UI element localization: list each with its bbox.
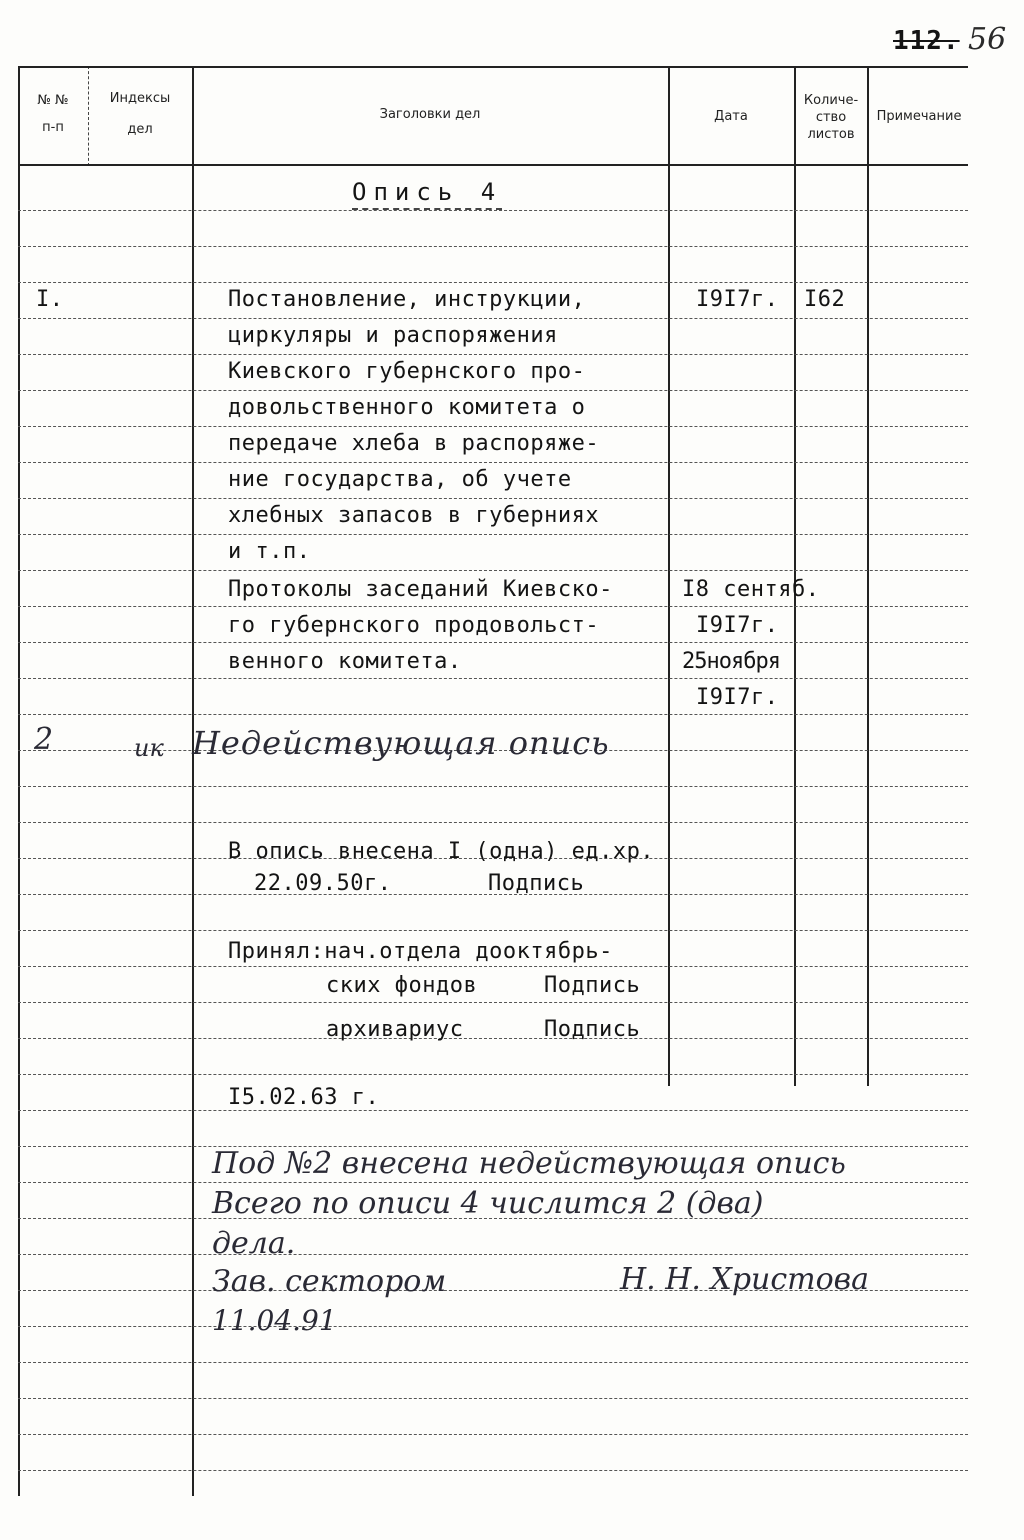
rule-line (18, 786, 968, 787)
record-1-number: I. (36, 287, 64, 312)
handwritten-record-2-text: Недействующая опись (192, 724, 610, 762)
date-line: 25ноября (682, 649, 780, 674)
record-1b-title (228, 572, 613, 680)
column-divider-title (668, 66, 670, 1086)
summary-line-1: В опись внесена I (одна) ед.хр. (228, 839, 655, 864)
header-col-sheets: Количе- ство листов (803, 93, 859, 142)
header-col-title: Заголовки дел (379, 107, 481, 122)
title-line: циркуляры и распоряжения (228, 323, 558, 348)
record-1-sheets: I62 (804, 287, 846, 312)
title-line: Киевского губернского про- (228, 359, 586, 384)
date-line: I9I7г. (696, 613, 779, 638)
rule-line (18, 1074, 968, 1075)
header-col-note: Примечание (876, 109, 962, 124)
title-line: го губернского продовольст- (228, 613, 600, 638)
record-1-title (228, 282, 599, 570)
archivist-label: архивариус (326, 1017, 464, 1042)
rule-line (18, 1110, 968, 1111)
column-divider-index (192, 66, 194, 1496)
rule-line (18, 1002, 968, 1003)
accepted-line-2: ских фондов (326, 973, 478, 998)
accepted-line-1: Принял:нач.отдела дооктябрь- (228, 939, 613, 964)
header-col-date: Дата (714, 109, 748, 124)
rule-line (18, 1182, 968, 1183)
column-divider-sheets (867, 66, 869, 1086)
summary-signature: Подпись (488, 871, 585, 896)
handwritten-note-line-1: Под №2 внесена недействующая опись (212, 1146, 846, 1181)
summary-date-2: I5.02.63 г. (228, 1085, 380, 1110)
accepted-signature-1: Подпись (544, 973, 641, 998)
rule-line (18, 1362, 968, 1363)
header-bottom-line (18, 164, 968, 166)
rule-line (18, 1434, 968, 1435)
page-number-handwritten: 56 (968, 22, 1007, 57)
header-top-line (18, 66, 968, 68)
accepted-signature-2: Подпись (544, 1017, 641, 1042)
title-line: ние государства, об учете (228, 467, 572, 492)
title-line: хлебных запасов в губерниях (228, 503, 600, 528)
column-divider-num (88, 66, 89, 166)
title-line: довольственного комитета о (228, 395, 586, 420)
rule-line (18, 210, 968, 211)
title-line: передаче хлеба в распоряже- (228, 431, 600, 456)
header-col-index: Индексы дел (109, 91, 171, 137)
inventory-title: Опись 4 (352, 178, 502, 210)
header-col-number: № № п-п (37, 93, 69, 135)
rule-line (18, 930, 968, 931)
title-line: и т.п. (228, 539, 311, 564)
handwritten-note-line-2: Всего по описи 4 числится 2 (два) (212, 1186, 764, 1221)
title-line: венного комитета. (228, 649, 462, 674)
record-1-date: I9I7г. (696, 287, 779, 312)
rule-line (18, 1398, 968, 1399)
handwritten-record-2-number: 2 (34, 722, 54, 757)
handwritten-note-position: Зав. сектором (212, 1264, 447, 1299)
rule-line (18, 1038, 968, 1039)
rule-line (18, 1326, 968, 1327)
title-line: Постановление, инструкции, (228, 287, 586, 312)
rule-line (18, 570, 968, 571)
summary-date: 22.09.50г. (254, 871, 392, 896)
rule-line (18, 1254, 968, 1255)
rule-line (18, 1470, 968, 1471)
handwritten-note-date: 11.04.91 (212, 1304, 337, 1337)
frame-left-line (18, 66, 20, 1496)
handwritten-record-2-index: ик (134, 734, 164, 762)
handwritten-note-line-3: дела. (212, 1226, 296, 1261)
rule-line (18, 246, 968, 247)
record-1b-date (682, 572, 819, 716)
page-number-printed: 112. (893, 26, 960, 56)
rule-line (18, 822, 968, 823)
date-line: I9I7г. (696, 685, 779, 710)
handwritten-note-signature: Н. Н. Христова (620, 1262, 870, 1297)
date-line: I8 сентяб. (682, 577, 820, 602)
title-line: Протоколы заседаний Киевско- (228, 577, 613, 602)
